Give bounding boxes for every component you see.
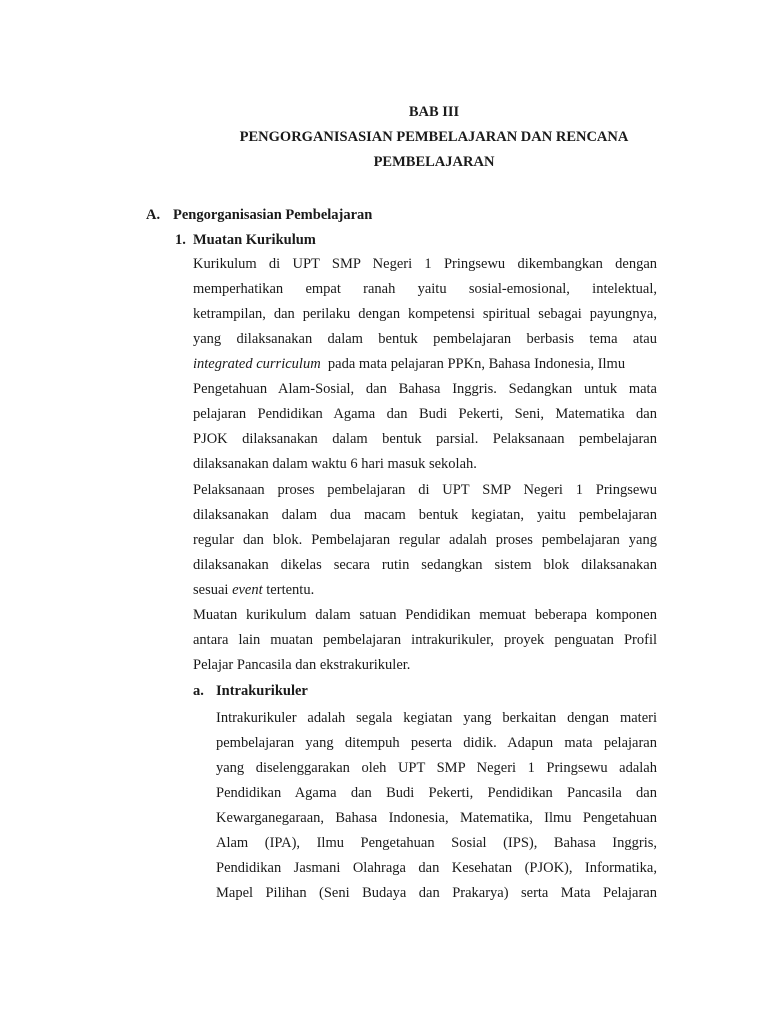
text-line: Intrakurikuler adalah segala kegiatan yang berkaitan dengan materi <box>216 710 657 726</box>
text-line: Pendidikan Jasmani Olahraga dan Kesehatan (PJOK), Informatika, <box>216 860 657 876</box>
text-line: dilaksanakan dalam waktu 6 hari masuk sekolah. <box>193 456 477 472</box>
text-line <box>193 578 657 603</box>
text-line: Kurikulum di UPT SMP Negeri 1 Pringsewu dikembangkan dengan <box>193 256 657 272</box>
text-line: pelajaran Pendidikan Agama dan Budi Pekerti, Seni, Matematika dan <box>193 406 657 422</box>
text-span: sesuai <box>193 582 229 598</box>
text-line: Alam (IPA), Ilmu Pengetahuan Sosial (IPS), Bahasa Inggris, <box>216 835 657 851</box>
text-line: pembelajaran yang ditempuh peserta didik. Adapun mata pelajaran <box>216 735 657 751</box>
text-span: pada mata pelajaran PPKn, Bahasa Indonesia, Ilmu <box>327 356 626 372</box>
subsection-1-heading: Muatan Kurikulum <box>193 232 316 248</box>
subsection-a-marker: a. <box>193 683 204 699</box>
text-line: regular dan blok. Pembelajaran regular adalah proses pembelajaran yang <box>193 532 657 548</box>
text-line: Muatan kurikulum dalam satuan Pendidikan memuat beberapa komponen <box>193 607 657 623</box>
text-span: tertentu. <box>266 582 315 598</box>
text-line: Mapel Pilihan (Seni Budaya dan Prakarya) serta Mata Pelajaran <box>216 885 657 901</box>
text-line: Pelajar Pancasila dan ekstrakurikuler. <box>193 657 411 673</box>
text-line: ketrampilan, dan perilaku dengan kompetensi spiritual sebagai payungnya, <box>193 306 657 322</box>
section-a-marker: A. <box>146 207 161 223</box>
italic-term: event <box>232 582 263 598</box>
text-line: dilaksanakan dalam dua macam bentuk kegiatan, yaitu pembelajaran <box>193 507 657 523</box>
text-line: dilaksanakan dikelas secara rutin sedangkan sistem blok dilaksanakan <box>193 557 657 573</box>
text-line: Pelaksanaan proses pembelajaran di UPT SMP Negeri 1 Pringsewu <box>193 482 657 498</box>
subsection-1-marker: 1. <box>175 232 186 248</box>
text-line: PJOK dilaksanakan dalam bentuk parsial. Pelaksanaan pembelajaran <box>193 431 657 447</box>
subsection-a-heading: Intrakurikuler <box>216 683 308 699</box>
text-line: antara lain muatan pembelajaran intrakurikuler, proyek penguatan Profil <box>193 632 657 648</box>
text-line: memperhatikan empat ranah yaitu sosial-emosional, intelektual, <box>193 281 657 297</box>
chapter-title-line-1: PENGORGANISASIAN PEMBELAJARAN DAN RENCANA <box>239 129 629 145</box>
italic-term: integrated curriculum <box>193 356 321 372</box>
text-line: Pendidikan Agama dan Budi Pekerti, Pendidikan Pancasila dan <box>216 785 657 801</box>
text-line: Pengetahuan Alam-Sosial, dan Bahasa Inggris. Sedangkan untuk mata <box>193 381 657 397</box>
text-line: yang dilaksanakan dalam bentuk pembelajaran berbasis tema atau <box>193 331 657 347</box>
section-a-heading: Pengorganisasian Pembelajaran <box>173 207 373 223</box>
chapter-title-line-2: PEMBELAJARAN <box>373 154 495 170</box>
text-line: yang diselenggarakan oleh UPT SMP Negeri 1 Pringsewu adalah <box>216 760 657 776</box>
text-line <box>193 352 657 377</box>
text-line: Kewarganegaraan, Bahasa Indonesia, Matematika, Ilmu Pengetahuan <box>216 810 657 826</box>
chapter-number: BAB III <box>408 104 460 120</box>
